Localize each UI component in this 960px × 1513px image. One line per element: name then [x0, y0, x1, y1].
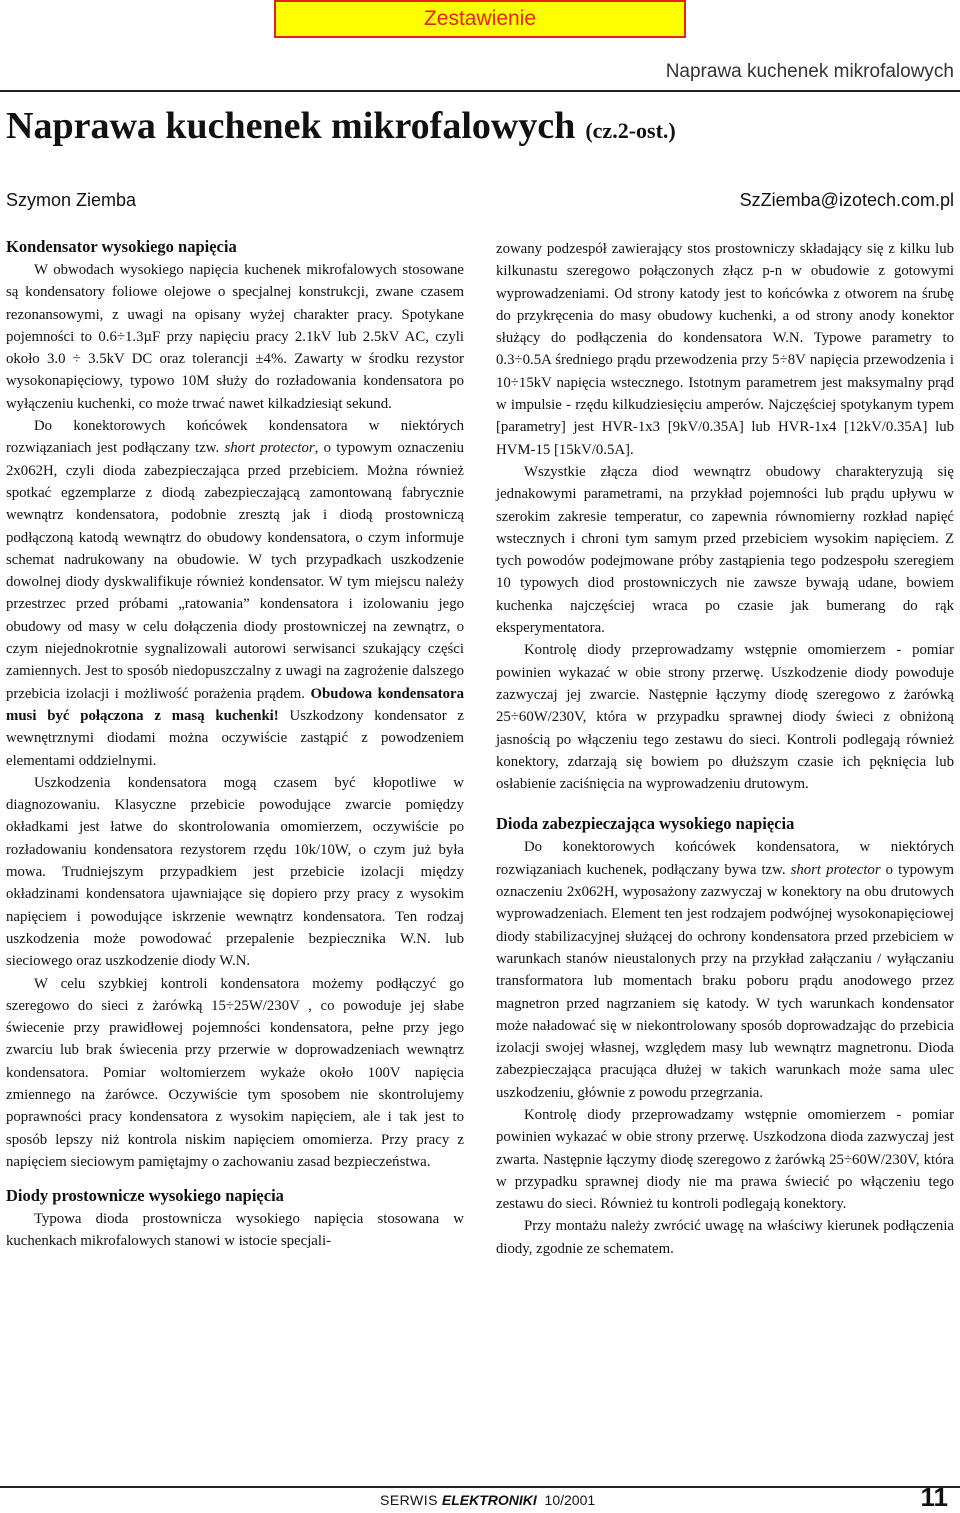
paragraph: Wszystkie złącza diod wewnątrz obudowy charakteryzują się jednakowymi parametrami, na przykład pojemności lub prądu upływu w szerokim zakresie temperatur, co zapewnia równomierny rozkład napięć wstecznych i chroni tym samym przed przebiciem wysokim napięciem. Z tych powodów podejmowane próby zastąpienia tego podzespołu szeregiem 10 typowych diod prostowniczych nie zawsze bywają udane, bowiem kuchenka najczęściej wraca po czasie jak bumerang do rąk eksperymentatora.	[496, 463, 954, 637]
author-name: Szymon Ziemba	[6, 190, 137, 210]
text-span: o typowym oznaczeniu 2x062H, wyposażony zazwyczaj w konektory na obu drutowych wyprowadzeniach. Element ten jest rodzajem podwójnej wysokonapięciowej diody stabilizacyjnej służącej do ochrony kondensatora przed przebiciem w warunkach stanów nieustalonych przy na przykład załączaniu / wyłączaniu transformatora lub momentach braku poboru prądu anodowego przez magnetron przed nagrzaniem się katody. W tych warunkach kondensator może naładować się w niekontrolowany sposób doprowadzając do przebicia izolacji swojej własnej, względem masy lub wewnątrz magnetronu. Dioda zabezpieczająca pracująca dłużej w takich warunkach może sama ulec uszkodzeniu, głównie z powodu przegrzania.	[496, 861, 954, 1101]
right-column	[496, 238, 954, 1260]
article-title	[6, 104, 676, 148]
section-tab: Zestawienie	[274, 0, 686, 38]
paragraph	[6, 415, 464, 772]
spacer	[496, 795, 954, 813]
paragraph: Kontrolę diody przeprowadzamy wstępnie omomierzem - pomiar powinien wykazać w obie strony przerwę. Uszkodzona dioda zazwyczaj jest zwarta. Następnie łączymy diodę szeregowo z żarówką 25÷60W/230V, która w przypadku sprawnej diody nie ma prawa świecić po włączeniu tego zestawu do sieci. Również tu kontroli podlegają konektory.	[496, 1106, 954, 1213]
text-span: Do konektorowych końcówek kondensatora w niektórych rozwiązaniach jest podłączany tzw.	[6, 418, 464, 457]
paragraph: Przy montażu należy zwrócić uwagę na właściwy kierunek podłączenia diody, zgodnie ze schematem.	[496, 1218, 954, 1257]
paragraph: Uszkodzenia kondensatora mogą czasem być kłopotliwe w diagnozowaniu. Klasyczne przebicie powodujące zwarcie pomiędzy okładkami jest łatwe do skontrolowania omomierzem, oczywiście po rozładowaniu kondensatora rezystorem rzędu 10k/10W, o czym już była mowa. Trudniejszym przypadkiem jest przebicie izolacji między okładzinami kondensatora ujawniające się dopiero przy pracy z wysokim napięciem i powodujące iskrzenie wewnątrz kondensatora. Ten rodzaj uszkodzenia może powodować przepalenie bezpiecznika W.N. lub sieciowego oraz uszkodzenie diody W.N.	[6, 774, 464, 970]
text-span: Uszkodzony kondensator z wewnętrznymi diodami można oczywiście zastąpić z powodzeniem elementami oddzielnymi.	[6, 707, 464, 769]
issue-number: 10/2001	[544, 1492, 596, 1508]
header-rule	[0, 90, 960, 92]
italic-term: short protector	[790, 861, 881, 878]
bold-warning: Obudowa kondensatora musi być połączona z masą kuchenki!	[6, 685, 465, 724]
section-heading-protection-diode: Dioda zabezpieczająca wysokiego napięcia	[496, 814, 795, 834]
section-heading-capacitor: Kondensator wysokiego napięcia	[6, 237, 237, 256]
title-main: Naprawa kuchenek mikrofalowych	[6, 105, 576, 147]
title-suffix: (cz.2-ost.)	[585, 118, 676, 143]
paragraph: Typowa dioda prostownicza wysokiego napięcia stosowana w kuchenkach mikrofalowych stanowi w istocie specjali-	[6, 1211, 464, 1250]
paragraph	[496, 836, 954, 1104]
running-head: Naprawa kuchenek mikrofalowych	[665, 61, 954, 82]
footer-rule	[0, 1486, 960, 1488]
text-span: Do konektorowych końcówek kondensatora, w niektórych rozwiązaniach kuchenek, podłączany bywa tzw.	[496, 839, 954, 878]
author-email[interactable]: SzZiemba@izotech.com.pl	[739, 190, 954, 210]
spacer	[6, 1173, 464, 1185]
left-column	[6, 236, 464, 1253]
paragraph: W celu szybkiej kontroli kondensatora możemy podłączyć go szeregowo do sieci z żarówką 15÷25W/230V , co powoduje jej słabe świecenie przy prawidłowej pojemności kondensatora, pełne przy jego zwarciu lub brak świecenia przy przerwie w doprowadzeniach wewnątrz kondensatora. Pomiar woltomierzem wykaże około 100V napięcia zmiennego na żarówce. Oczywiście tym sposobem nie skontrolujemy poprawności pracy kondensatora z wysokim napięciem, ale i tak jest to sposób lepszy niż kontrola niskim napięciem omomierza. Przy pracy z napięciem sieciowym pamiętajmy o zachowaniu zasad bezpieczeństwa.	[6, 975, 464, 1170]
footer-magazine	[380, 1492, 595, 1508]
italic-term: short protector	[224, 440, 315, 457]
text-span: , o typowym oznaczeniu 2x062H, czyli dioda zabezpieczająca przed przebiciem. Można również spotkać egzemplarze z diodą zabezpieczającą zamontowaną fabrycznie wewnątrz kondensatora, podobnie zresztą jak i diodą prostowniczą podłączoną katodą wewnątrz do obudowy kondensatora, o czym informuje schemat nadrukowany na obudowie. W tych przypadkach uszkodzenie dowolnej diody dyskwalifikuje również kondensator. W tym miejscu należy przestrzec przed próbami „ratowania” kondensatora i izolowaniu jego obudowy od masy w celu dołączenia diody prostowniczej na zewnątrz, o czym niejednokrotnie sygnalizowali autorowi serwisanci szukający części zamiennych. Jest to sposób niedopuszczalny z uwagi na zagrożenie dalszego przebicia izolacji i możliwość porażenia prądem.	[6, 440, 464, 702]
paragraph: Kontrolę diody przeprowadzamy wstępnie omomierzem - pomiar powinien wykazać w obie strony przerwę. Uszkodzenie diody powoduje zazwyczaj jej zwarcie. Następnie łączymy diodę szeregowo z żarówką 25÷60W/230V, która w przypadku sprawnej diody świeci z obniżoną jasnością po włączeniu tego zestawu do sieci. Kontroli podlegają również konektory, zdarzają się bowiem po dłuższym czasie ich pęknięcia lub osłabienie zaciśnięcia na wyprowadzeniu drutowym.	[496, 642, 954, 793]
magazine-name-part2: ELEKTRONIKI	[441, 1492, 537, 1508]
paragraph: W obwodach wysokiego napięcia kuchenek mikrofalowych stosowane są kondensatory foliowe olejowe o specjalnej konstrukcji, zwane czasem rezonansowymi, z uwagi na opisany wyżej charakter pracy. Spotykane pojemności to 0.6÷1.3µF przy napięciu pracy 2.1kV lub 2.5kV AC, czyli około 3.0 ÷ 3.5kV DC oraz tolerancji ±4%. Zawarty w środku rezystor wysokonapięciowy, typowo 10M służy do rozładowania kondensatora po wyłączeniu kuchenki, co może trwać nawet kilkadziesiąt sekund.	[6, 262, 464, 412]
section-heading-rectifier-diodes: Diody prostownicze wysokiego napięcia	[6, 1186, 284, 1206]
magazine-name-part1: SERWIS	[380, 1492, 438, 1508]
page-number: 11	[920, 1482, 948, 1512]
paragraph: zowany podzespół zawierający stos prostowniczy składający się z kilku lub kilkunastu szeregowo połączonych złącz p-n w obudowie z gotowymi wyprowadzeniami. Od strony katody jest to końcówka z otworem na śrubę do przykręcenia do masy obudowy kuchenki, a od strony anody konektor służący do podłączenia do kondensatora W.N. Typowe parametry to 0.3÷0.5A średniego prądu przewodzenia przy 5÷8V napięcia przewodzenia i 10÷15kV napięcia wstecznego. Istotnym parametrem jest maksymalny prąd w impulsie - rzędu kilkudziesięciu amperów. Najczęściej spotykanym typem [parametry] jest HVR-1x3 [9kV/0.35A] lub HVR-1x4 [12kV/0.35A] lub HVM-15 [15kV/0.5A].	[496, 241, 954, 458]
